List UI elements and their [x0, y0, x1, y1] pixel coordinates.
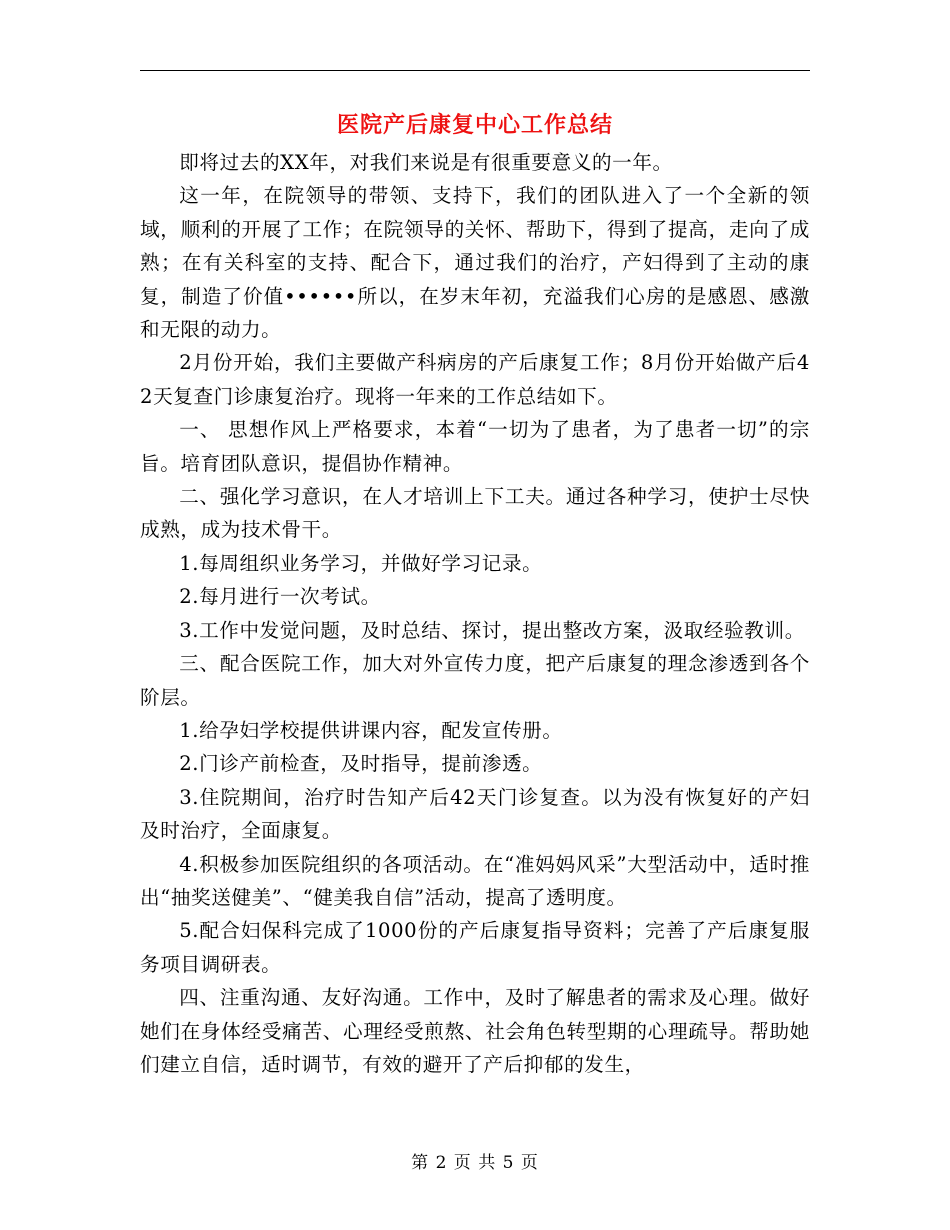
header-rule [140, 70, 810, 71]
page-number-footer: 第 2 页 共 5 页 [411, 1153, 539, 1173]
paragraph: 5.配合妇保科完成了1000份的产后康复指导资料；完善了产后康复服务项目调研表。 [140, 919, 810, 976]
paragraph: 四、注重沟通、友好沟通。工作中，及时了解患者的需求及心理。做好她们在身体经受痛苦、心理经受煎熬、社会角色转型期的心理疏导。帮助她们建立自信，适时调节，有效的避开了产后抑郁的发生， [140, 986, 810, 1076]
paragraph: 这一年，在院领导的带领、支持下，我们的团队进入了一个全新的领域，顺利的开展了工作；在院领导的关怀、帮助下，得到了提高，走向了成熟；在有关科室的支持、配合下，通过我们的治疗，产妇得到了主动的康复，制造了价值••••••所以，在岁末年初，充溢我们心房的是感恩、感激和无限的动力。 [140, 184, 810, 342]
paragraph: 2.每月进行一次考试。 [179, 585, 381, 609]
paragraph: 2.门诊产前检查，及时指导，提前渗透。 [179, 752, 543, 776]
paragraph: 4.积极参加医院组织的各项活动。在“准妈妈风采”大型活动中，适时推出“抽奖送健美”、“健美我自信”活动，提高了透明度。 [140, 852, 810, 909]
document-body [140, 146, 810, 1081]
paragraph: 1.给孕妇学校提供讲课内容，配发宣传册。 [179, 718, 563, 742]
paragraph: 二、强化学习意识，在人才培训上下工夫。通过各种学习，使护士尽快成熟，成为技术骨干。 [140, 485, 810, 542]
paragraph: 即将过去的XX年，对我们来说是有很重要意义的一年。 [179, 151, 673, 174]
paragraph: 3.工作中发觉问题，及时总结、探讨，提出整改方案，汲取经验教训。 [179, 618, 805, 642]
paragraph: 2月份开始，我们主要做产科病房的产后康复工作；8月份开始做产后42天复查门诊康复治疗。现将一年来的工作总结如下。 [140, 351, 810, 408]
paragraph: 三、配合医院工作，加大对外宣传力度，把产后康复的理念渗透到各个阶层。 [140, 652, 810, 709]
paragraph: 3.住院期间，治疗时告知产后42天门诊复查。以为没有恢复好的产妇及时治疗，全面康复。 [140, 785, 810, 843]
paragraph: 1.每周组织业务学习，并做好学习记录。 [179, 551, 543, 575]
document-title: 医院产后康复中心工作总结 [336, 112, 613, 138]
paragraph: 一、 思想作风上严格要求，本着“一切为了患者，为了患者一切”的宗旨。培育团队意识，提倡协作精神。 [140, 418, 810, 475]
